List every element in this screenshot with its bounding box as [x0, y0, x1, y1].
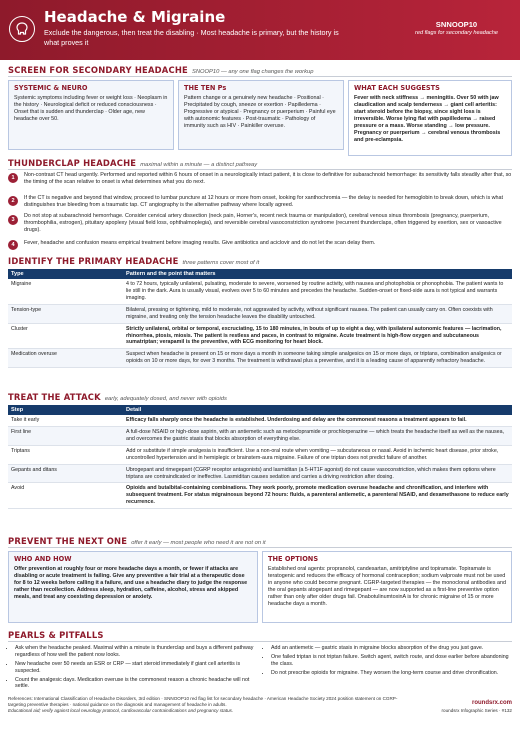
step-text: Do not stop at subarachnoid hemorrhage. Consider cervical artery dissection (neck pain, Horner's, recent neck trauma or manipulation), cerebral venous sinus thrombosis (pregnancy, puerperium, thrombophilia, estrogen), pituitary apoplexy (visual field loss, ophthalmoplegia), and reversible cerebral vasoconstriction syndrome (recurrent thunderclaps, often triggered by exertion, sex or vasoactive drugs). [24, 213, 502, 234]
box-suggests: WHAT EACH SUGGESTS Fever with neck stiffness → meningitis. Over 50 with jaw claudication and scalp tenderness → giant cell arteritis: start steroid before the biopsy, since sight loss is irreversible. Worse lying flat with papilledema → raised pressure or a mass. Worse standing → low pressure. Pregnancy or puerperium → cerebral venous thrombosis and pre-eclampsia. [348, 80, 512, 156]
primary-headache-table: Type Pattern and the point that matters Migraine 4 to 72 hours, typically unilateral, pulsating, moderate to severe, worsened by routine activity, with nausea and photophobia or phonophobia. The patient wants to lie still in the dark. Aura is usually visual, evolves over 5 to 60 minutes and precedes the headache. Sudden-onset or fixed-side aura is not typical and warrants imaging. Tension-type Bilateral, pressing or tightening, mild to moderate, not aggravated by activity, without significant nausea. The patient can usually carry on. Often coexists with migraine, and treating only the tension headache leaves the disability untouched. Cluster Strictly unilateral, orbital or temporal, excruciating, 15 to 180 minutes, in bouts of up to eight a day, with ipsilateral autonomic features — lacrimation, rhinorrhea, ptosis, miosis. The patient is restless and paces, in contrast to migraine. Acute treatment is high-flow oxygen and subcutaneous sumatriptan; verapamil is the preventive, with ECG monitoring for heart block. Medication overuse Suspect when headache is present on 15 or more days a month in someone taking simple analgesics on 15 or more days, or triptans, combination analgesics or opioids on 10 or more days, for over 3 months. The treatment is withdrawal plus a preventive, and it is a leading cause of apparently refractory headache. [8, 269, 512, 368]
pearls-right: • Add an antiemetic — gastric stasis in migraine blocks absorption of the drug you just gave. • One failed triptan is not triptan failure. Switch agent, switch route, and dose earlier before abandoning the class. • Do not prescribe opioids for migraine. They worsen the long-term course and drive chronification. [264, 645, 512, 679]
brain-icon [9, 16, 35, 42]
page-title: Headache & Migraine [44, 8, 226, 26]
site-link[interactable]: roundsrx.com [471, 700, 512, 706]
box-systemic: SYSTEMIC & NEURO Systemic symptoms including fever or weight loss · Neoplasm in the history · Neurological deficit or reduced consciousness · Onset that is sudden and thunderclap · Older age, new headache over 50. [8, 80, 174, 150]
step-number: 2 [8, 196, 18, 206]
step-text: Non-contrast CT head urgently. Performed and reported within 6 hours of onset in a neurologically intact patient, it is close to definitive for subarachnoid hemorrhage: its sensitivity falls steadily after that, so the timing of the scan relative to onset is what determines what you do next. [24, 172, 512, 186]
section-identify: IDENTIFY THE PRIMARY HEADACHE three patterns cover most of it [8, 256, 260, 266]
step-number: 1 [8, 173, 18, 183]
box-ten-ps: THE TEN Ps Pattern change or a genuinely new headache · Positional · Precipitated by cough, sneeze or exertion · Papilledema · Progressive or atypical · Pregnancy or puerperium · Painful eye with autonomic features · Post-traumatic · Pathology of immunity such as HIV · Painkiller overuse. [178, 80, 344, 150]
pearls-left: • Ask when the headache peaked. Maximal within a minute is thunderclap and buys a different pathway regardless of how well the patient now looks. • New headache over 50 needs an ESR or CRP — start steroid immediately if giant cell arteritis is suspected. • Count the analgesic days. Medication overuse is the commonest reason a chronic headache will not settle. [8, 645, 256, 692]
footer: References: International Classification of Headache Disorders, 3rd edition · SNNOOP10 red flag list for secondary headache · American Headache Society 2024 position statement on CGRP-targeting preventive therapies · national guidance on the diagnosis and management of headache in adults. Educational aid; verify against local neurology protocol, cardiovascular contraindications and pregnancy status. roundsrx.com roundsrx Infographic Series · #132 [8, 696, 512, 713]
section-screen: SCREEN FOR SECONDARY HEADACHE SNOOP10 — any one flag changes the workup [8, 65, 314, 75]
page-subtitle: Exclude the dangerous, then treat the disabling · Most headache is primary, but the history is what proves it [44, 28, 339, 47]
box-options: THE OPTIONS Established oral agents: propranolol, candesartan, amitriptyline and topiramate. Topiramate is teratogenic and reduces the efficacy of hormonal contraception; sodium valproate must not be used in anyone who could become pregnant. CGRP-targeted therapies — the monoclonal antibodies and the oral gepants atogepant and rimegepant — are now supported as a first-line preventive option rather than only after older drugs fail. OnabotulinumtoxinA is for chronic migraine of 15 or more headache days a month. [262, 551, 512, 623]
header-banner [0, 0, 520, 60]
section-treat: TREAT THE ATTACK early, adequately dosed, and never with opioids [8, 392, 227, 402]
treatment-table: Step Detail Take it early Efficacy falls sharply once the headache is established. Underdosing and delay are the commonest reasons a treatment appears to fail. First line A full-dose NSAID or high-dose aspirin, with an antiemetic such as metoclopramide or prochlorperazine — which treats the headache itself as well as the nausea, and overcomes the gastric stasis that blocks absorption of everything else. Triptans Add or substitute if simple analgesia is insufficient. Use a non-oral route when vomiting — subcutaneous or nasal. Avoid in ischemic heart disease, prior stroke, uncontrolled hypertension and in hemiplegic or brainstem-aura migraine. Failure of one triptan does not predict failure of another. Gepants and ditans Ubrogepant and rimegepant (CGRP receptor antagonists) and lasmiditan (a 5-HT1F agonist) do not cause vasoconstriction, which makes them options where triptans are contraindicated or ineffective. Lasmiditan causes sedation and carries a driving restriction after dosing. Avoid Opioids and butalbital-containing combinations. They work poorly, promote medication overuse headache and chronification, and interfere with subsequent treatment. For status migrainosus beyond 72 hours: fluids, a parenteral antiemetic, a parenteral NSAID, and dexamethasone to reduce early recurrence. [8, 405, 512, 509]
section-prevent: PREVENT THE NEXT ONE offer it early — most people who need it are not on it [8, 536, 266, 546]
section-thunderclap: THUNDERCLAP HEADACHE maximal within a minute — a distinct pathway [8, 158, 258, 168]
step-text: Fever, headache and confusion means empirical treatment before imaging results. Give antibiotics and aciclovir and do not let the scan delay them. [24, 240, 376, 246]
step-number: 4 [8, 240, 18, 250]
snnoop-badge: SNNOOP10 red flags for secondary headache [414, 20, 498, 36]
step-text: If the CT is negative and beyond that window, proceed to lumbar puncture at 12 hours or more from onset, looking for xanthochromia — the delay is needed for hemoglobin to break down, which is what distinguishes true bleeding from a traumatic tap. CT angiography is the alternative pathway where locally agreed. [24, 195, 504, 209]
box-who-how: WHO AND HOW Offer prevention at roughly four or more headache days a month, or fewer if attacks are disabling or acute treatment is failing. Give any preventive a fair trial at a therapeutic dose for 8 to 12 weeks before calling it a failure, and use a headache diary to judge the response rather than recollection. Address sleep, hydration, caffeine, alcohol, stress and skipped meals, and treat any coexisting depression or anxiety. [8, 551, 258, 623]
section-pearls: PEARLS & PITFALLS [8, 630, 104, 640]
step-number: 3 [8, 215, 18, 225]
